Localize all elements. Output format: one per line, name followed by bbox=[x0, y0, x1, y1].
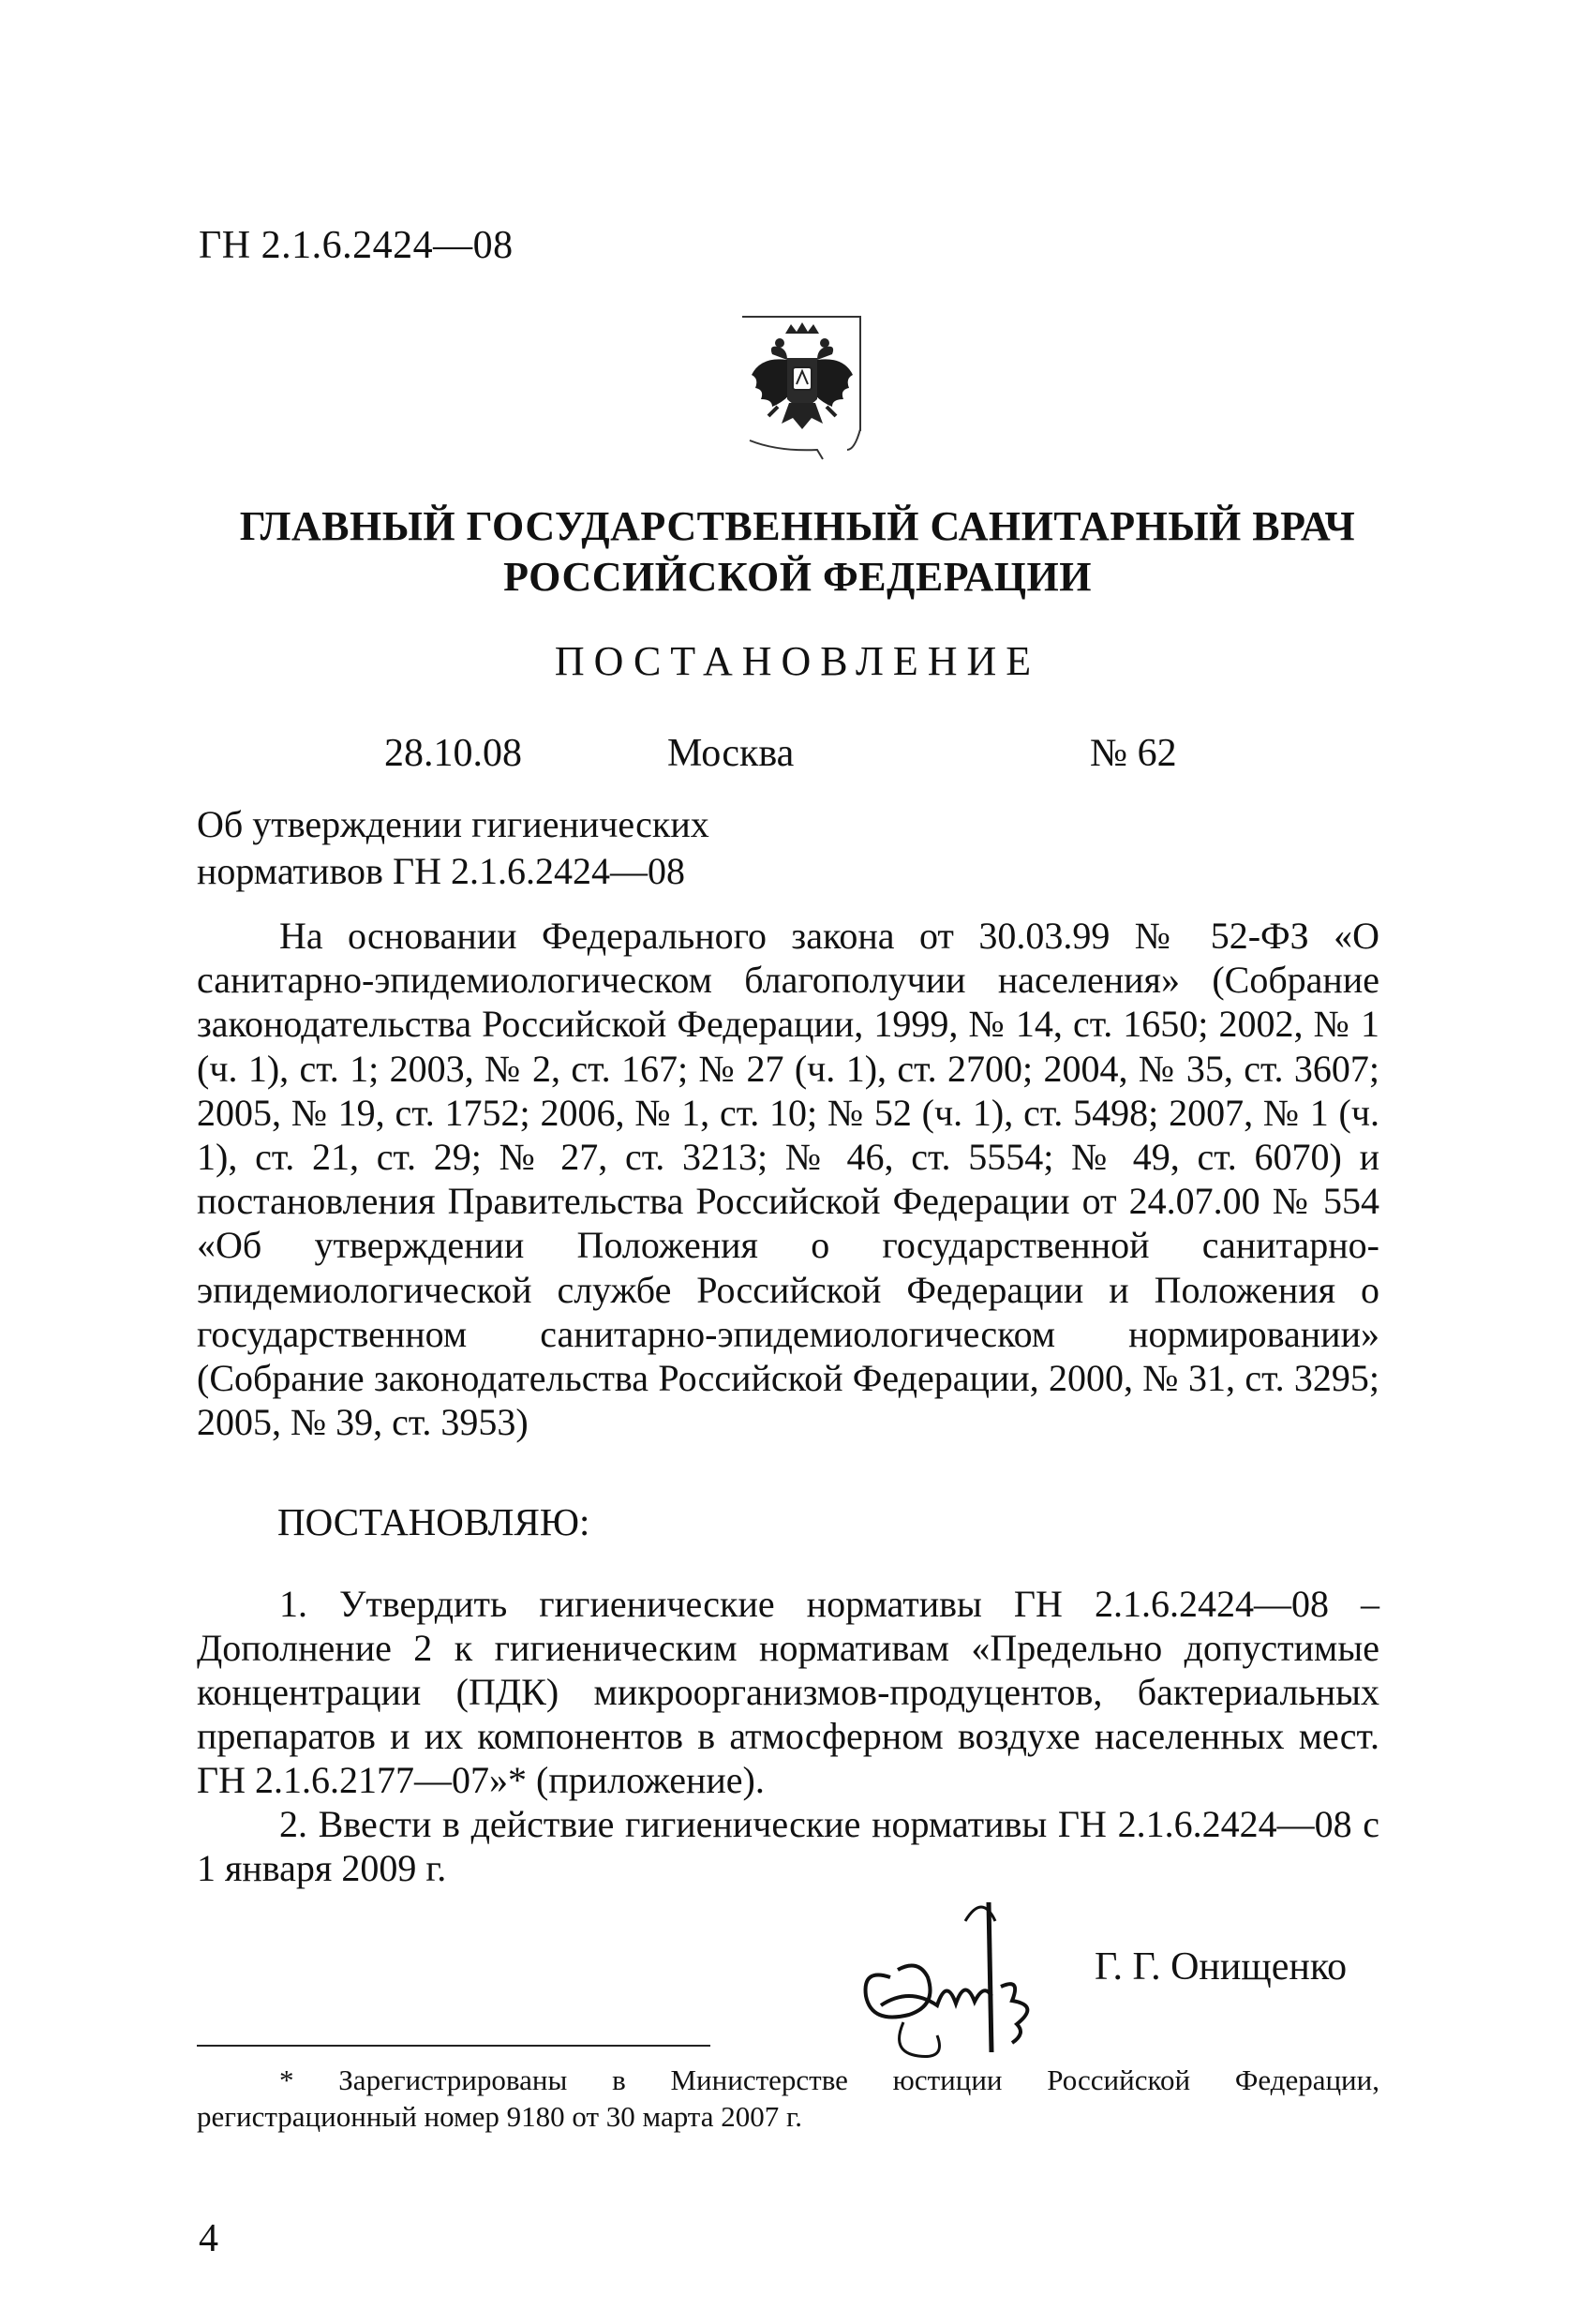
decree-heading: ПОСТАНОВЛЯЮ: bbox=[277, 1500, 590, 1543]
authority-line-2: РОССИЙСКОЙ ФЕДЕРАЦИИ bbox=[503, 554, 1092, 600]
page-number: 4 bbox=[199, 2217, 218, 2260]
signer-name: Г. Г. Онищенко bbox=[1095, 1945, 1348, 1989]
document-number: № 62 bbox=[1090, 732, 1177, 775]
decree-item-2: 2. Ввести в действие гигиенические нормативы ГН 2.1.6.2424—08 с 1 января 2009 г. bbox=[197, 1803, 1379, 1889]
document-date: 28.10.08 bbox=[384, 732, 522, 775]
subject-line-1: Об утверждении гигиенических bbox=[197, 803, 709, 845]
footnote-divider bbox=[197, 2045, 710, 2047]
decree-item-1: 1. Утвердить гигиенические нормативы ГН 2.1.6.2424—08 – Дополнение 2 к гигиеническим нормативам «Предельно допустимые концентрации (ПДК) микроорганизмов-продуцентов, бактериальных препаратов и их компонентов в атмосферном воздухе населенных мест. ГН 2.1.6.2177—07»* (приложение). bbox=[197, 1583, 1379, 1801]
preamble-paragraph: На основании Федерального закона от 30.03.99 № 52-ФЗ «О санитарно-эпидемиологическом благополучии населения» (Собрание законодательства Российской Федерации, 1999, № 14, ст. 1650; 2002, № 1 (ч. 1), ст. 1; 2003, № 2, ст. 167; № 27 (ч. 1), ст. 2700; 2004, № 35, ст. 3607; 2005, № 19, ст. 1752; 2006, № 1, ст. 10; № 52 (ч. 1), ст. 5498; 2007, № 1 (ч. 1), ст. 21, ст. 29; № 27, ст. 3213; № 46, ст. 5554; № 49, ст. 6070) и постановления Правительства Российской Федерации от 24.07.00 № 554 «Об утверждении Положения о государственной санитарно-эпидемиологической службе Российской Федерации и Положения о государственном санитарно-эпидемиологическом нормировании» (Собрание законодательства Российской Федерации, 2000, № 31, ст. 3295; 2005, № 39, ст. 3953) bbox=[197, 915, 1379, 1444]
document-type-heading: ПОСТАНОВЛЕНИЕ bbox=[554, 638, 1041, 684]
handwritten-signature-icon bbox=[825, 1865, 1068, 2080]
coat-of-arms-icon bbox=[731, 309, 872, 464]
authority-line-1: ГЛАВНЫЙ ГОСУДАРСТВЕННЫЙ САНИТАРНЫЙ ВРАЧ bbox=[239, 503, 1356, 549]
subject-line-2: нормативов ГН 2.1.6.2424—08 bbox=[197, 850, 685, 892]
footnote: * Зарегистрированы в Министерстве юстиции Российской Федерации, регистрационный номер 9180 от 30 марта 2007 г. bbox=[197, 2063, 1379, 2133]
document-code: ГН 2.1.6.2424—08 bbox=[199, 224, 514, 267]
document-subject bbox=[197, 801, 709, 895]
authority-heading bbox=[187, 501, 1408, 603]
document-city: Москва bbox=[667, 732, 795, 775]
